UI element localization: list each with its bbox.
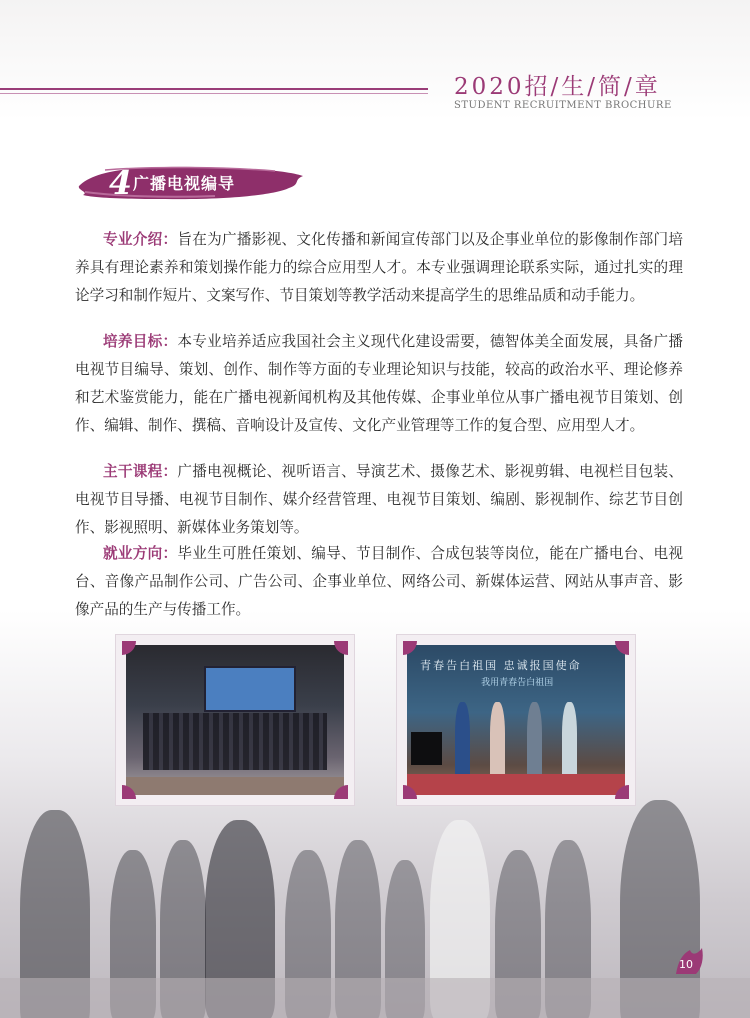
header-rule-thin	[0, 93, 428, 94]
paragraph-text: 毕业生可胜任策划、编导、节目制作、合成包装等岗位，能在广播电台、电视台、音像产品制作公司、广告公司、企事业单位、网络公司、新媒体运营、网站从事声音、影像产品的生产与传播工作。	[75, 545, 683, 618]
page-number: 10	[679, 958, 693, 971]
photo-choir-performance	[115, 634, 355, 806]
paragraph-career-direction	[75, 540, 683, 624]
section-title: 广播电视编导	[133, 174, 236, 193]
host-figure	[490, 702, 505, 780]
paragraph-core-courses	[75, 458, 683, 542]
paragraph-label: 就业方向：	[103, 545, 178, 562]
paragraph-training-goal	[75, 328, 683, 440]
paragraph-label: 主干课程：	[103, 463, 178, 480]
brochure-subtitle: STUDENT RECRUITMENT BROCHURE	[454, 100, 672, 111]
header-rule	[0, 88, 428, 90]
brochure-title: 2020招/生/简/章	[454, 74, 661, 100]
piano	[411, 732, 442, 765]
stage-floor	[407, 774, 625, 795]
paragraph-label: 专业介绍：	[103, 231, 178, 248]
paragraph-major-intro	[75, 226, 683, 310]
stage-banner-text: 青春告白祖国 忠诚报国使命	[420, 659, 582, 672]
stage-floor	[126, 777, 344, 795]
section-banner	[75, 162, 305, 204]
host-figure	[562, 702, 577, 780]
paragraph-text: 旨在为广播影视、文化传播和新闻宣传部门以及企事业单位的影像制作部门培养具有理论素养和策划操作能力的综合应用型人才。本专业强调理论联系实际，通过扎实的理论学习和制作短片、文案写作、节目策划等教学活动来提高学生的思维品质和动手能力。	[75, 231, 683, 304]
section-number: 4	[109, 163, 132, 202]
choir-group	[143, 713, 326, 770]
paragraph-text: 广播电视概论、视听语言、导演艺术、摄像艺术、影视剪辑、电视栏目包装、电视节目导播、电视节目制作、媒介经营管理、电视节目策划、编剧、影视制作、综艺节目创作、影视照明、新媒体业务策划等。	[75, 463, 683, 536]
host-figure	[527, 702, 542, 780]
stage-banner-subtext: 我用青春告白祖国	[481, 678, 554, 688]
paragraph-text: 本专业培养适应我国社会主义现代化建设需要，德智体美全面发展，具备广播电视节目编导、策划、创作、制作等方面的专业理论知识与技能，较高的政治水平、理论修养和艺术鉴赏能力，能在广播电视新闻机构及其他传媒、企事业单位从事广播电视节目策划、创作、编辑、制作、撰稿、音响设计及宣传、文化产业管理等工作的复合型、应用型人才。	[75, 333, 683, 434]
paragraph-label: 培养目标：	[103, 333, 178, 350]
background-performers-photo	[0, 780, 750, 1018]
host-figure	[455, 702, 470, 780]
photo-hosts-on-stage	[396, 634, 636, 806]
stage-screen	[204, 666, 295, 712]
